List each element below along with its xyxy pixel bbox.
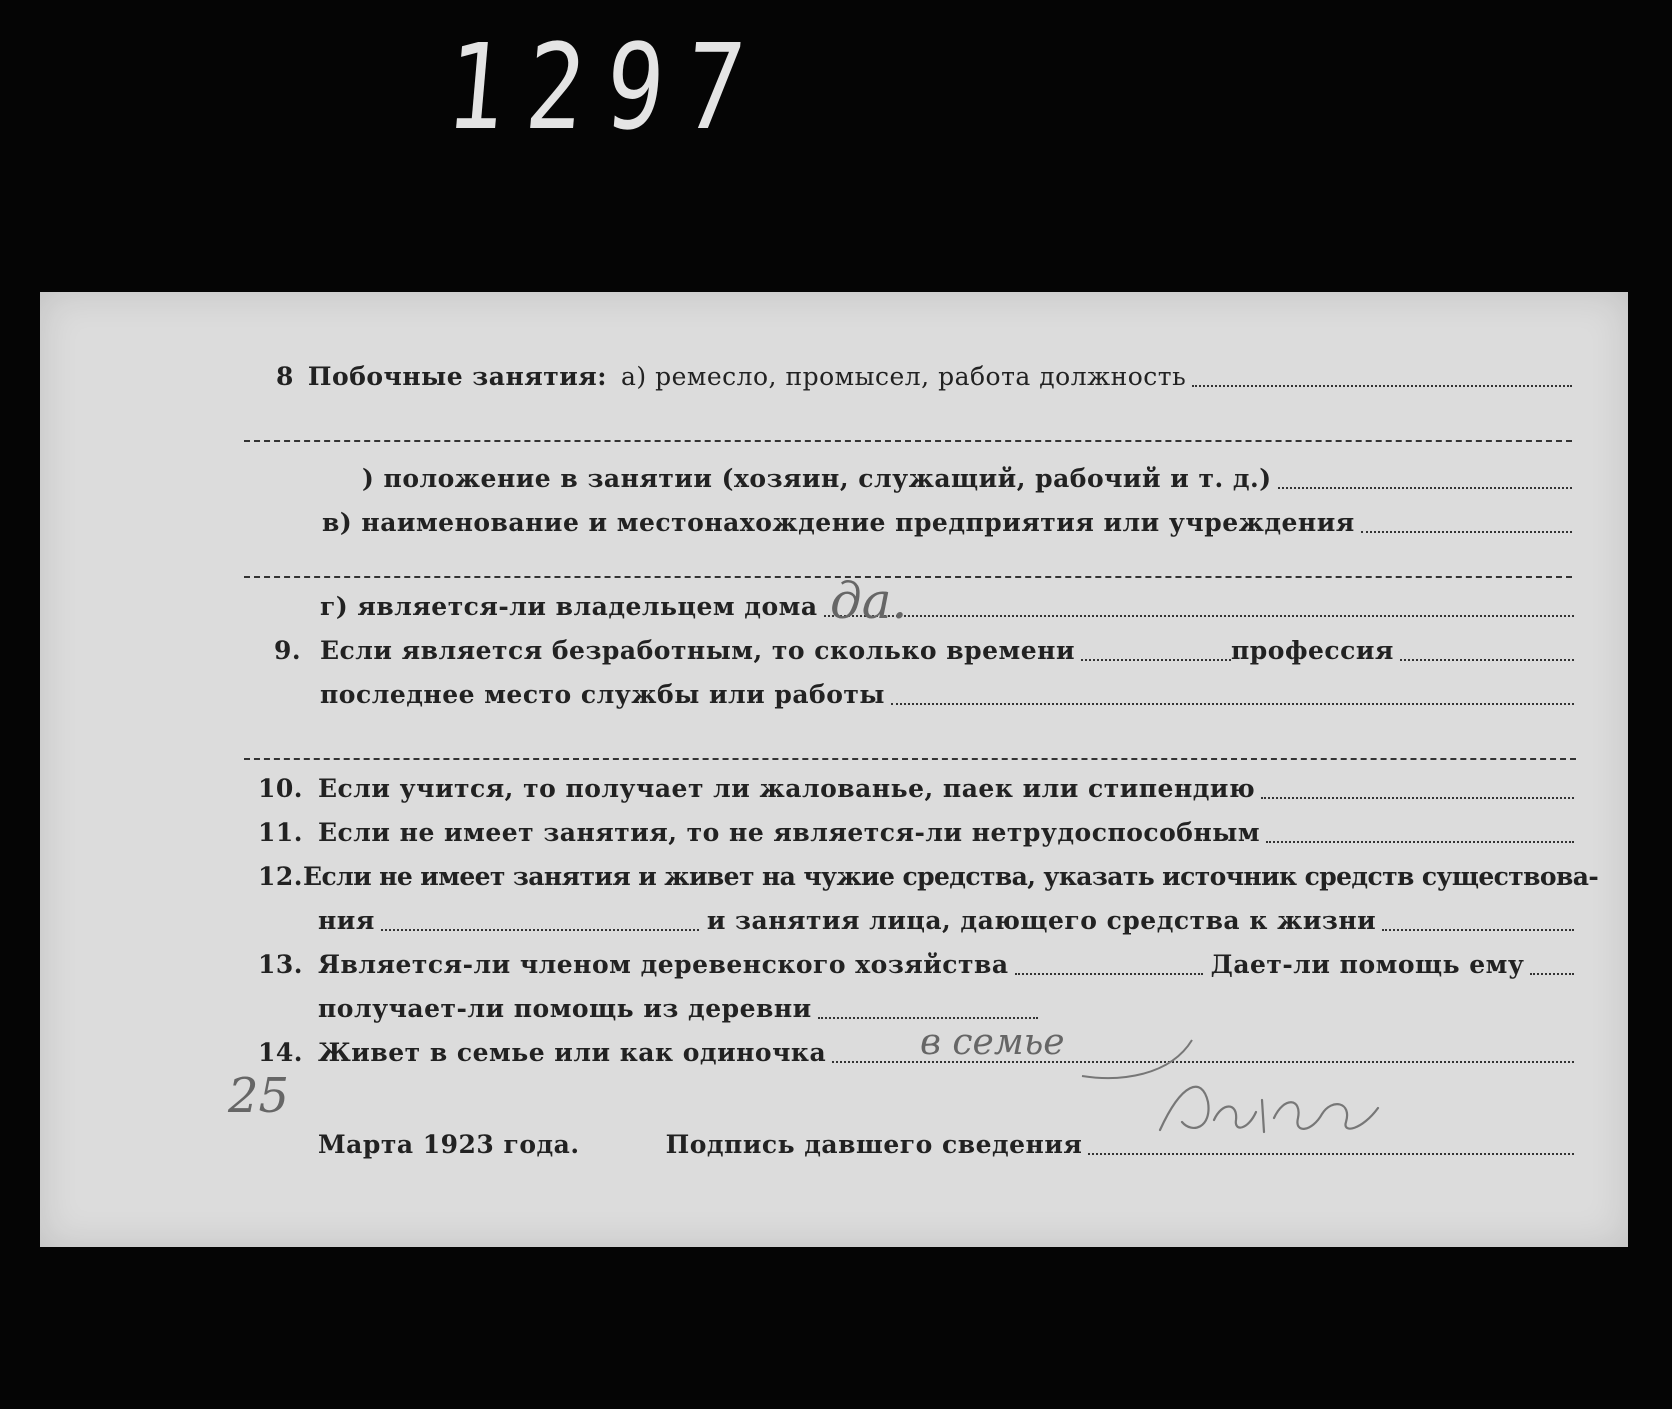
q8-b-field[interactable] <box>1278 486 1572 489</box>
q9-profession-label: профессия <box>1230 636 1394 665</box>
q13-label: Является-ли членом деревенского хозяйства <box>318 950 1009 979</box>
q8-v-label: в) наименование и местонахождение предприятия или учреждения <box>322 508 1355 537</box>
q10-label: Если учится, то получает ли жалованье, паек или стипендию <box>318 774 1256 803</box>
q13-row-cont <box>318 994 1038 1023</box>
handwritten-signature <box>1152 1072 1392 1142</box>
q13-cont-field[interactable] <box>818 1016 1038 1019</box>
q8-a-field[interactable] <box>1192 384 1572 387</box>
q11-row <box>258 818 1574 847</box>
q9-row <box>274 636 1574 665</box>
q12-number: 12. <box>258 862 303 891</box>
q8-v-rule <box>244 576 1572 578</box>
q8-a-rule <box>244 440 1572 442</box>
q13-row <box>258 950 1574 979</box>
q14-handwritten-answer: в семье <box>920 1022 1065 1063</box>
q9-label: Если является безработным, то сколько времени <box>320 636 1075 665</box>
q8-row-g <box>320 592 1574 621</box>
q8-b-label: ) положение в занятии (хозяин, служащий, рабочий и т. д.) <box>362 464 1272 493</box>
q10-row <box>258 774 1574 803</box>
q8-v-field[interactable] <box>1361 530 1572 533</box>
footer-signature-field[interactable] <box>1088 1152 1574 1155</box>
q14-row <box>258 1038 1574 1067</box>
q10-number: 10. <box>258 774 303 803</box>
q9-row-cont <box>320 680 1574 709</box>
q12-cont-label: ния <box>318 906 375 935</box>
frame-number: 1297 <box>440 18 772 156</box>
q8-row-b <box>362 464 1572 493</box>
q8-a-label: а) ремесло, промысел, работа должность <box>620 362 1187 391</box>
q8-row-v <box>322 508 1572 537</box>
q13-help-label: Дает-ли помощь ему <box>1210 950 1525 979</box>
q12-label: Если не имеет занятия и живет на чужие средства, указать источник средств существова- <box>303 862 1599 891</box>
q13-member-field[interactable] <box>1015 972 1203 975</box>
q13-cont-label: получает-ли помощь из деревни <box>318 994 812 1023</box>
q11-field[interactable] <box>1266 840 1574 843</box>
q8-g-field[interactable] <box>824 614 1574 617</box>
q14-number: 14. <box>258 1038 303 1067</box>
q12-cont2-label: и занятия лица, дающего средства к жизни <box>706 906 1377 935</box>
q13-help-field[interactable] <box>1530 972 1574 975</box>
q8-g-handwritten-answer: да. <box>830 572 908 630</box>
q12-source-field[interactable] <box>381 928 699 931</box>
q12-row-cont <box>318 906 1574 935</box>
questionnaire-card <box>40 292 1628 1247</box>
q11-label: Если не имеет занятия, то не является-ли нетрудоспособным <box>318 818 1261 847</box>
q9-rule <box>244 758 1576 760</box>
footer-day-handwritten: 25 <box>228 1068 290 1124</box>
q8-row-a <box>276 362 1572 391</box>
q9-number: 9. <box>274 636 302 665</box>
q13-number: 13. <box>258 950 303 979</box>
footer-date: Марта 1923 года. <box>318 1130 580 1159</box>
q8-label: Побочные занятия: <box>307 362 607 391</box>
q14-label: Живет в семье или как одиночка <box>318 1038 827 1067</box>
footer-signature-label: Подпись давшего сведения <box>665 1130 1083 1159</box>
q12-row <box>258 862 1599 891</box>
q9-last-place-label: последнее место службы или работы <box>320 680 885 709</box>
q9-profession-field[interactable] <box>1400 658 1574 661</box>
q10-field[interactable] <box>1261 796 1574 799</box>
q9-duration-field[interactable] <box>1081 658 1231 661</box>
q11-number: 11. <box>258 818 303 847</box>
q9-last-place-field[interactable] <box>891 702 1574 705</box>
q12-person-field[interactable] <box>1382 928 1574 931</box>
q8-g-label: г) является-ли владельцем дома <box>320 592 818 621</box>
q8-number: 8 <box>276 362 294 391</box>
